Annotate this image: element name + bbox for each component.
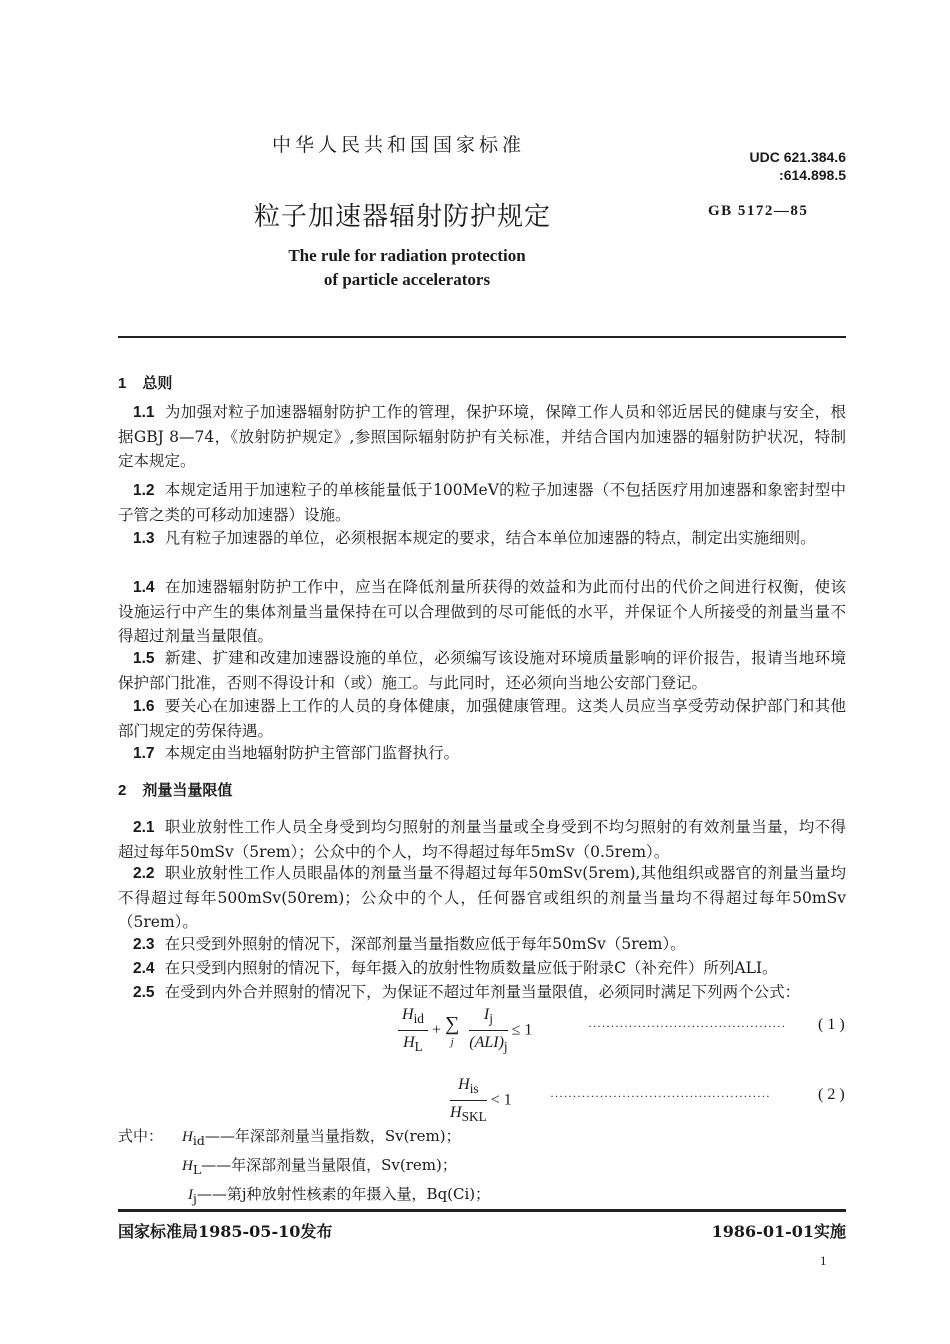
clause-text: 职业放射性工作人员全身受到均匀照射的剂量当量或全身受到不均匀照射的有效剂量当量，均不得超过每年50mSv（5rem）；公众中的个人，均不得超过每年5mSv（0.5rem）。 bbox=[118, 818, 846, 861]
symbol-subscript: j bbox=[193, 1191, 197, 1206]
leader-dots: ················································· bbox=[550, 1089, 771, 1103]
symbol: H bbox=[182, 1129, 193, 1145]
clause-number: 2.1 bbox=[133, 819, 155, 836]
clause-1-5 bbox=[118, 646, 846, 695]
clause-2-5 bbox=[118, 980, 846, 1005]
clause-text: 职业放射性工作人员眼晶体的剂量当量不得超过每年50mSv(5rem),其他组织或器官的剂量当量均不得超过每年500mSv(50rem)；公众中的个人，任何器官或组织的剂量当量均不得超过每年50mSv（5rem）。 bbox=[118, 864, 846, 931]
section-heading-2 bbox=[118, 779, 232, 800]
subscript: L bbox=[414, 1039, 423, 1055]
standard-code: GB 5172—85 bbox=[708, 203, 809, 219]
clause-text: 在只受到外照射的情况下，深部剂量当量指数应低于每年50mSv（5rem）。 bbox=[164, 935, 686, 953]
sigma-symbol: ∑ bbox=[444, 1013, 460, 1036]
section-number: 2 bbox=[118, 782, 127, 799]
clause-number: 1.4 bbox=[133, 579, 155, 596]
issue-date: 国家标准局1985-05-10发布 bbox=[118, 1222, 333, 1241]
section-title: 总则 bbox=[142, 374, 173, 392]
effective-date: 1986-01-01实施 bbox=[711, 1222, 846, 1241]
clause-2-4 bbox=[118, 956, 846, 981]
sum-sign bbox=[445, 1013, 459, 1048]
clause-2-1 bbox=[118, 815, 846, 864]
symbol: I bbox=[188, 1187, 193, 1203]
definition-text: ——第j种放射性核素的年摄入量，Bq(Ci)； bbox=[196, 1185, 491, 1203]
numerator: I bbox=[483, 1006, 490, 1023]
clause-number: 2.4 bbox=[133, 960, 155, 977]
document-title: 粒子加速器辐射防护规定 bbox=[254, 202, 552, 232]
clause-1-1 bbox=[118, 400, 846, 473]
relation: < 1 bbox=[490, 1091, 512, 1109]
subscript: j bbox=[503, 1039, 508, 1055]
variable-definitions bbox=[118, 1124, 490, 1211]
standard-type: 中华人民共和国国家标准 bbox=[272, 134, 526, 156]
clause-1-2 bbox=[118, 478, 846, 527]
relation: ≤ 1 bbox=[511, 1021, 533, 1039]
numerator: H bbox=[458, 1076, 470, 1093]
clause-text: 为加强对粒子加速器辐射防护工作的管理，保护环境，保障工作人员和邻近居民的健康与安全，根据GBJ 8—74，《放射防护规定》,参照国际辐射防护有关标准，并结合国内加速器的辐射防护状况，特制定本规定。 bbox=[118, 403, 846, 470]
clause-text: 本规定由当地辐射防护主管部门监督执行。 bbox=[164, 744, 460, 762]
definition-ij bbox=[118, 1182, 490, 1211]
clause-number: 1.6 bbox=[133, 698, 155, 715]
page-number: 1 bbox=[820, 1253, 827, 1268]
clause-1-7 bbox=[118, 741, 846, 766]
clause-number: 1.7 bbox=[133, 745, 155, 762]
leader-dots: ············································ bbox=[588, 1019, 786, 1033]
definitions-label: 式中： bbox=[118, 1127, 164, 1145]
fraction-ij-ali bbox=[469, 1006, 507, 1055]
fraction-hid-hl bbox=[398, 1006, 428, 1055]
subscript: j bbox=[489, 1011, 493, 1027]
sigma-index: j bbox=[450, 1036, 454, 1049]
denominator: H bbox=[450, 1104, 462, 1122]
clause-text: 在受到内外合并照射的情况下，为保证不超过年剂量当量限值，必须同时满足下列两个公式： bbox=[164, 983, 801, 1001]
clause-2-3 bbox=[118, 932, 846, 957]
definition-hid bbox=[118, 1124, 490, 1153]
denominator: (ALI) bbox=[469, 1034, 504, 1052]
clause-1-3 bbox=[118, 526, 846, 551]
clause-1-4 bbox=[118, 575, 846, 648]
clause-number: 1.5 bbox=[133, 650, 155, 667]
fraction-his-hskl bbox=[450, 1076, 487, 1125]
header-divider bbox=[118, 336, 846, 338]
section-heading-1 bbox=[118, 372, 172, 393]
clause-text: 要关心在加速器上工作的人员的身体健康，加强健康管理。这类人员应当享受劳动保护部门和其他部门规定的劳保待遇。 bbox=[118, 697, 846, 740]
clause-number: 1.1 bbox=[133, 404, 155, 421]
clause-number: 1.2 bbox=[133, 482, 155, 499]
symbol-subscript: id bbox=[192, 1133, 205, 1148]
formula-2 bbox=[450, 1076, 848, 1126]
symbol-subscript: L bbox=[192, 1162, 202, 1177]
formula-1 bbox=[398, 1006, 848, 1056]
equation-number: ( 2 ) bbox=[818, 1086, 845, 1103]
clause-number: 2.3 bbox=[133, 936, 155, 953]
definition-hl bbox=[118, 1153, 490, 1182]
footer-divider bbox=[118, 1209, 846, 1212]
subscript: is bbox=[469, 1081, 479, 1097]
clause-text: 本规定适用于加速粒子的单核能量低于100MeV的粒子加速器（不包括医疗用加速器和象密封型中子管之类的可移动加速器）设施。 bbox=[118, 481, 846, 524]
subscript: id bbox=[413, 1011, 424, 1027]
udc-code bbox=[708, 148, 846, 184]
section-title: 剂量当量限值 bbox=[142, 781, 233, 799]
udc-line-2: :614.898.5 bbox=[779, 167, 846, 183]
clause-text: 新建、扩建和改建加速器设施的单位，必须编写该设施对环境质量影响的评价报告，报请当地环境保护部门批准，否则不得设计和（或）施工。与此同时，还必须向当地公安部门登记。 bbox=[118, 649, 846, 692]
udc-line-1: UDC 621.384.6 bbox=[749, 149, 846, 165]
english-title-line-2: of particle accelerators bbox=[323, 270, 491, 289]
clause-number: 2.5 bbox=[133, 984, 155, 1001]
plus-sign: + bbox=[431, 1021, 441, 1039]
definition-text: ——年深部剂量当量指数，Sv(rem)； bbox=[204, 1127, 461, 1145]
equation-number: ( 1 ) bbox=[818, 1016, 845, 1033]
subscript: SKL bbox=[461, 1109, 487, 1125]
clause-2-2 bbox=[118, 861, 846, 934]
symbol: H bbox=[182, 1158, 193, 1174]
definition-text: ——年深部剂量当量限值，Sv(rem)； bbox=[201, 1156, 457, 1174]
clause-number: 1.3 bbox=[133, 530, 155, 547]
section-number: 1 bbox=[118, 375, 127, 392]
denominator: H bbox=[403, 1034, 415, 1052]
clause-text: 在只受到内照射的情况下，每年摄入的放射性物质数量应低于附录C（补充件）所列ALI。 bbox=[164, 959, 778, 977]
clause-text: 凡有粒子加速器的单位，必须根据本规定的要求，结合本单位加速器的特点，制定出实施细则。 bbox=[164, 529, 816, 547]
clause-text: 在加速器辐射防护工作中，应当在降低剂量所获得的效益和为此而付出的代价之间进行权衡，使该设施运行中产生的集体剂量当量保持在可以合理做到的尽可能低的水平，并保证个人所接受的剂量当量不得超过剂量当量限值。 bbox=[118, 578, 846, 645]
clause-number: 2.2 bbox=[133, 865, 155, 882]
numerator: H bbox=[402, 1006, 414, 1023]
clause-1-6 bbox=[118, 694, 846, 743]
english-title-line-1: The rule for radiation protection bbox=[288, 246, 526, 265]
